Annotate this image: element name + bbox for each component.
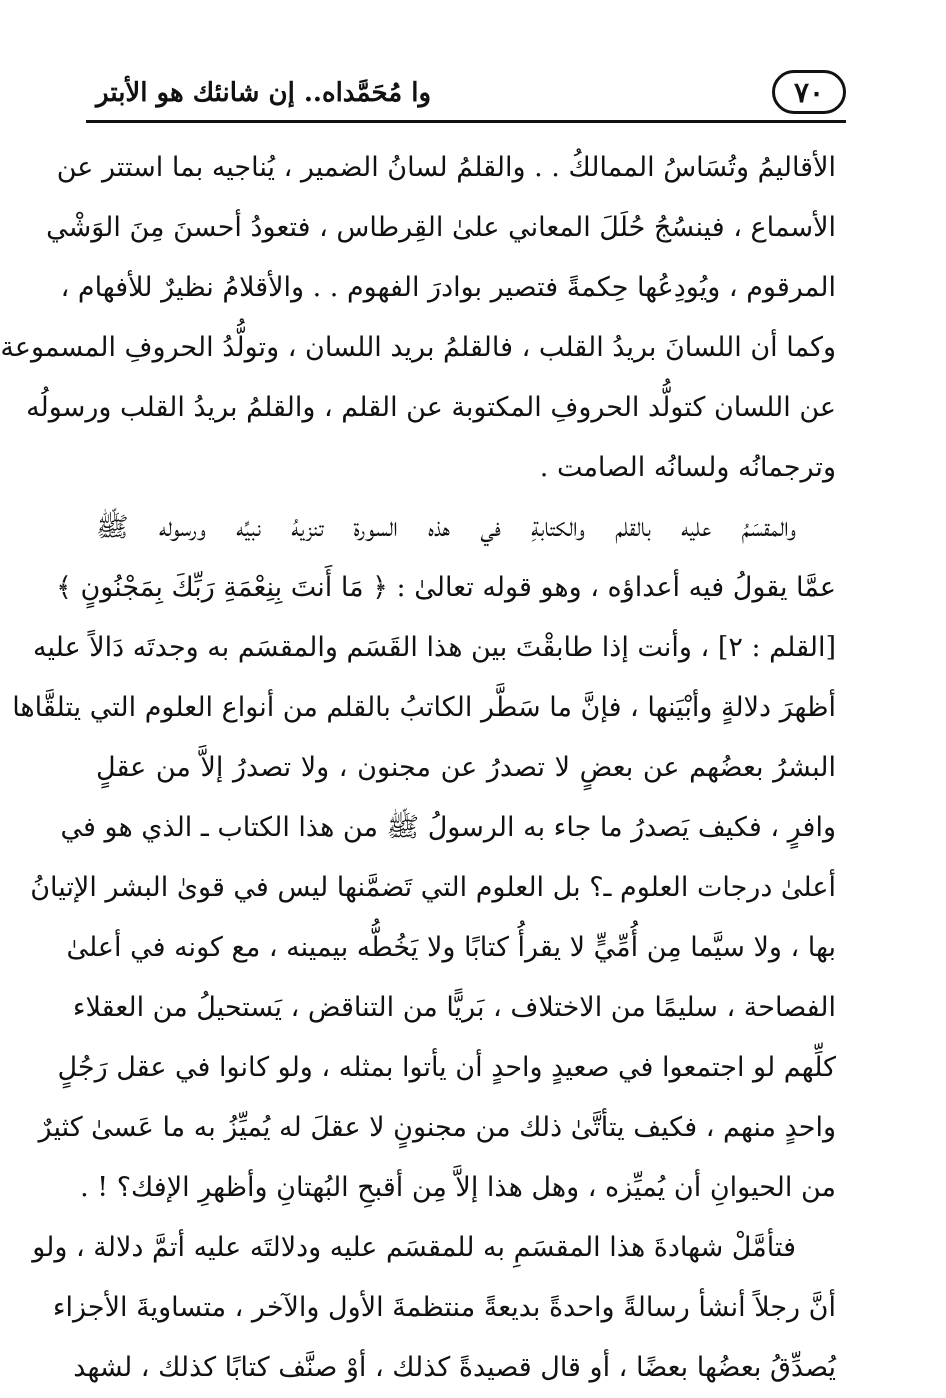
text-line: فتأمَّلْ شهادةَ هذا المقسَمِ به للمقسَم عليه ودلالتَه عليه أتمَّ دلالة ، ولو: [32, 1232, 796, 1263]
text-line: واحدٍ منهم ، فكيف يتأتَّىٰ ذلك من مجنونٍ لا عقلَ له يُميِّزُ به ما عَسىٰ كثيرٌ: [38, 1112, 836, 1143]
text-line: أظهرَ دلالةٍ وأبْيَنها ، فإنَّ ما سَطَّر الكاتبُ بالقلم من أنواع العلوم التي يتلقَّاها: [12, 692, 836, 723]
text-line: الفصاحة ، سليمًا من الاختلاف ، بَريًّا من التناقض ، يَستحيلُ من العقلاء: [72, 992, 836, 1023]
text-line: عن اللسان كتولُّد الحروفِ المكتوبة عن القلم ، والقلمُ بريدُ القلب ورسولُه: [26, 392, 836, 423]
page-number: ٧٠: [772, 70, 846, 114]
text-line: من الحيوانِ أن يُميِّزه ، وهل هذا إلاَّ مِن أقبحِ البُهتانِ وأظهرِ الإفك؟ ! .: [80, 1172, 836, 1203]
text-line: المرقوم ، ويُودِعُها حِكمةً فتصير بوادرَ الفهوم . . والأقلامُ نظيرٌ للأفهام ،: [60, 272, 836, 303]
text-line: وترجمانُه ولسانُه الصامت .: [539, 452, 836, 483]
paragraph-1: [0, 138, 836, 498]
text-line: وكما أن اللسانَ بريدُ القلب ، فالقلمُ بريد اللسان ، وتولُّدُ الحروفِ المسموعة: [0, 332, 836, 363]
text-line: والمقسَمُ عليه بالقلم والكتابةِ في هذه السورة تنزيهُ نبيِّه ورسوله ﷺ: [96, 512, 796, 543]
paragraph-2: [12, 498, 836, 1218]
header-divider: [86, 120, 846, 123]
body-text: [0, 138, 836, 1398]
text-line-citation: [القلم : ٢] ، وأنت إذا طابقْتَ بين هذا القَسَم والمقسَم به وجدتَه دَالاً عليه: [33, 632, 836, 663]
text-line: يُصدِّقُ بعضُها بعضًا ، أو قال قصيدةً كذلك ، أوْ صنَّف كتابًا كذلك ، لشهد: [73, 1352, 836, 1383]
running-title: وا مُحَمَّداه.. إن شانئك هو الأبتر: [96, 78, 432, 108]
text-line: البشرُ بعضُهم عن بعضٍ لا تصدرُ عن مجنون ، ولا تصدرُ إلاَّ من عقلٍ: [96, 752, 836, 783]
text-line: وافرٍ ، فكيف يَصدرُ ما جاء به الرسولُ ﷺ من هذا الكتاب ـ الذي هو في: [60, 812, 836, 843]
text-line: كلِّهم لو اجتمعوا في صعيدٍ واحدٍ أن يأتوا بمثله ، ولو كانوا في عقل رَجُلٍ: [57, 1052, 836, 1083]
running-header: [86, 62, 846, 122]
text-line: الأقاليمُ وتُسَاسُ الممالكُ . . والقلمُ لسانُ الضمير ، يُناجيه بما استتر عن: [56, 152, 836, 183]
text-line: الأسماع ، فينسُجُ حُلَلَ المعاني علىٰ القِرطاس ، فتعودُ أحسنَ مِنَ الوَشْي: [46, 212, 836, 243]
text-line-quran-verse: عمَّا يقولُ فيه أعداؤه ، وهو قوله تعالىٰ : ﴿ مَا أَنتَ بِنِعْمَةِ رَبِّكَ بِمَجْنُونٍ ﴾: [56, 572, 836, 603]
text-line: أنَّ رجلاً أنشأ رسالةً واحدةً بديعةً منتظمةَ الأول والآخر ، متساويةَ الأجزاء: [52, 1292, 836, 1323]
text-line: أعلىٰ درجات العلوم ـ؟ بل العلوم التي تَضمَّنها ليس في قوىٰ البشر الإتيانُ: [30, 872, 836, 903]
paragraph-3: [32, 1218, 836, 1398]
text-line: بها ، ولا سيَّما مِن أُمِّيٍّ لا يقرأُ كتابًا ولا يَخُطُّه بيمينه ، مع كونه في أعلىٰ: [66, 932, 836, 963]
